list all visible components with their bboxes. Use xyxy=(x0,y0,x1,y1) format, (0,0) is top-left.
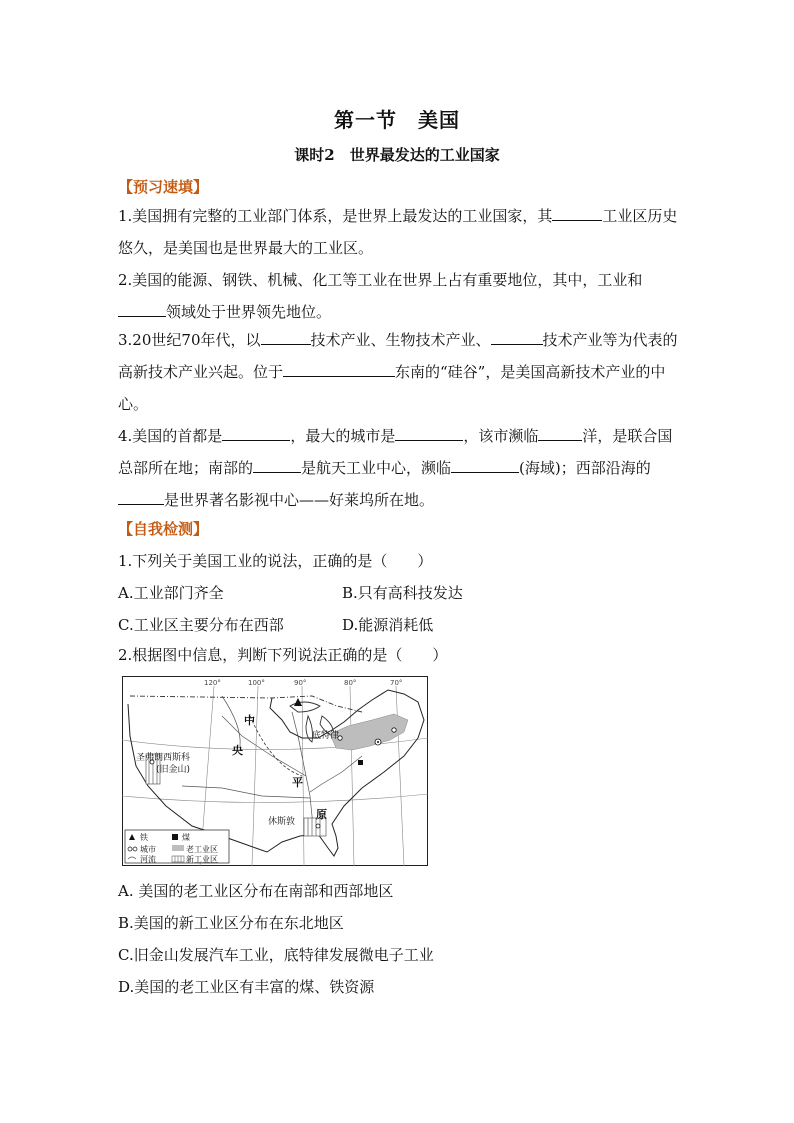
preview-question-2 xyxy=(118,264,678,328)
lon-label-80: 80° xyxy=(344,679,357,687)
legend-new-zone-label: 新工业区 xyxy=(186,855,218,864)
page-subtitle: 课时2 世界最发达的工业国家 xyxy=(294,146,500,164)
q4-text-g: 是世界著名影视中心——好莱坞所在地。 xyxy=(164,491,435,509)
q4-blank-2[interactable] xyxy=(395,422,463,441)
check-q2-option-c[interactable]: C.旧金山发展汽车工业，底特律发展微电子工业 xyxy=(118,946,434,964)
check-q2-option-d[interactable]: D.美国的老工业区有丰富的煤、铁资源 xyxy=(118,978,375,996)
q3-blank-2[interactable] xyxy=(491,326,543,345)
legend-river-label: 河流 xyxy=(140,855,156,864)
lon-label-70: 70° xyxy=(390,679,403,687)
q4-text-a: 4.美国的首都是 xyxy=(118,427,223,445)
q3-text-a: 3.20世纪70年代，以 xyxy=(118,331,261,349)
region-char-2: 央 xyxy=(232,744,243,757)
q1-text-a: 1.美国拥有完整的工业部门体系，是世界上最发达的工业国家，其 xyxy=(118,207,553,225)
check-q1-stem: 1.下列关于美国工业的说法，正确的是（ ） xyxy=(118,552,433,570)
city-label-houston: 休斯敦 xyxy=(268,817,296,827)
section-check-heading: 【自我检测】 xyxy=(118,520,209,538)
coal-symbol xyxy=(358,760,363,765)
page-title: 第一节 美国 xyxy=(334,108,460,132)
check-q1-option-d[interactable]: D.能源消耗低 xyxy=(342,616,434,634)
q2-text-c: 领域处于世界领先地位。 xyxy=(166,303,332,321)
q2-text-b: 工业和 xyxy=(597,271,643,289)
legend-coal-label: 煤 xyxy=(182,833,190,842)
q3-blank-3[interactable] xyxy=(283,358,395,377)
q3-text-c: 技术产业等为代表的高新技术产业兴起。位于 xyxy=(118,331,678,381)
us-industry-map xyxy=(122,676,428,866)
city-symbol-boston xyxy=(392,728,396,732)
q1-text-b: 工业区历史悠久，是美国也是世界最大的工业区。 xyxy=(118,207,678,257)
q4-blank-1[interactable] xyxy=(222,422,290,441)
q3-text-d: 东南的“硅谷”，是美国高新技术产业的中心。 xyxy=(118,363,666,413)
legend-coal-symbol xyxy=(172,834,178,840)
preview-question-1 xyxy=(118,200,678,264)
legend-iron-label: 铁 xyxy=(140,833,148,842)
region-char-1: 中 xyxy=(244,714,255,727)
city-symbol-houston xyxy=(316,824,320,828)
q4-text-f: (海域)；西部沿海的 xyxy=(519,459,651,477)
map-legend xyxy=(125,830,229,864)
q4-blank-6[interactable] xyxy=(118,486,164,505)
region-char-4: 原 xyxy=(316,808,327,821)
q2-text-a: 2.美国的能源、钢铁、机械、化工等工业在世界上占有重要地位，其中， xyxy=(118,271,598,289)
legend-old-zone-label: 老工业区 xyxy=(186,845,218,854)
preview-question-3 xyxy=(118,324,678,420)
legend-old-zone-symbol xyxy=(172,845,184,851)
check-q2-stem: 2.根据图中信息，判断下列说法正确的是（ ） xyxy=(118,646,448,664)
city-label-sf: 圣弗朗西斯科 xyxy=(136,753,191,763)
q1-blank-1[interactable] xyxy=(552,202,602,221)
preview-question-4 xyxy=(118,420,678,516)
q4-blank-4[interactable] xyxy=(253,454,301,473)
q4-blank-5[interactable] xyxy=(451,454,519,473)
city-symbol-ny-dot xyxy=(377,741,379,743)
q4-text-b: ，最大的城市是 xyxy=(290,427,396,445)
check-q2-option-a[interactable]: A. 美国的老工业区分布在南部和西部地区 xyxy=(118,882,394,900)
check-q1-option-c[interactable]: C.工业区主要分布在西部 xyxy=(118,616,284,634)
q4-text-c: ，该市濒临 xyxy=(463,427,539,445)
lon-label-120: 120° xyxy=(204,679,221,687)
legend-city-label: 城市 xyxy=(140,845,156,854)
lon-label-100: 100° xyxy=(248,679,265,687)
q4-blank-3[interactable] xyxy=(538,422,582,441)
q3-blank-1[interactable] xyxy=(261,326,311,345)
city-label-detroit: 底特律 xyxy=(312,731,340,741)
legend-city-symbol-1 xyxy=(128,847,132,851)
city-label-sf-old: (旧金山) xyxy=(156,765,191,775)
q2-blank-1[interactable] xyxy=(118,298,166,317)
q3-text-b: 技术产业、生物技术产业、 xyxy=(310,331,491,349)
q4-text-e: 是航天工业中心，濒临 xyxy=(301,459,452,477)
region-char-3: 平 xyxy=(292,776,303,789)
legend-city-symbol-2 xyxy=(133,847,137,851)
q4-text-d: 洋，是联合国总部所在地；南部的 xyxy=(118,427,673,477)
check-q2-option-b[interactable]: B.美国的新工业区分布在东北地区 xyxy=(118,914,344,932)
section-preview-heading: 【预习速填】 xyxy=(118,178,209,196)
check-q1-option-b[interactable]: B.只有高科技发达 xyxy=(342,584,463,602)
lon-label-90: 90° xyxy=(294,679,307,687)
check-q1-option-a[interactable]: A.工业部门齐全 xyxy=(118,584,224,602)
